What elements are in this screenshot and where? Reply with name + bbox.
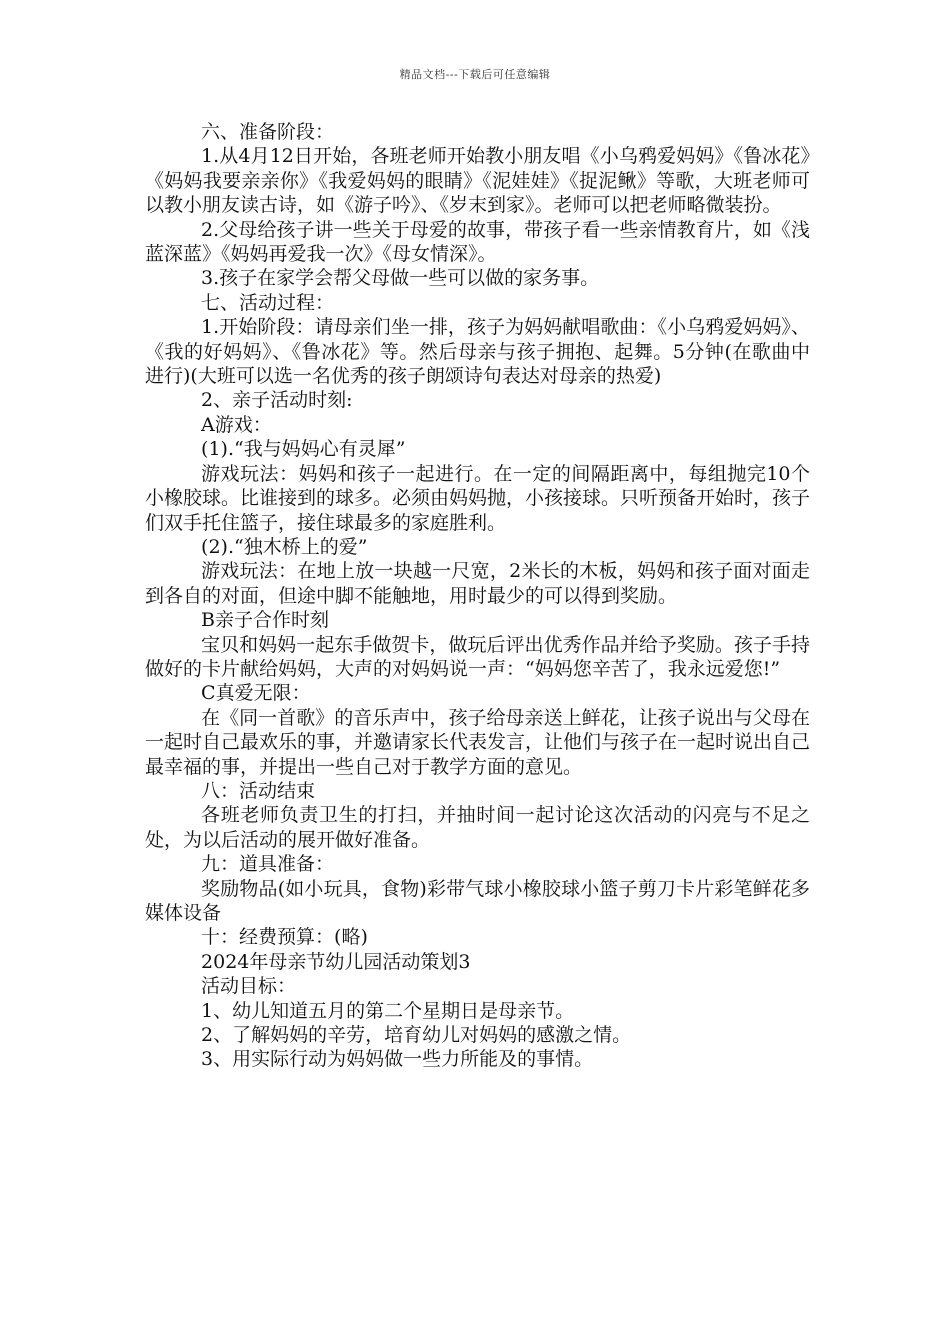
game-title: (1).“我与妈妈心有灵犀” (201, 438, 406, 461)
list-item: 3、用实际行动为妈妈做一些力所能及的事情。 (201, 1048, 594, 1071)
subheading: A游戏： (201, 413, 272, 436)
page-header-watermark: 精品文档---下载后可任意编辑 (399, 68, 551, 81)
list-item: 1、幼儿知道五月的第二个星期日是母亲节。 (201, 999, 575, 1022)
subheading: 活动目标： (201, 975, 297, 998)
paragraph: 各班老师负责卫生的打扫，并抽时间一起讨论这次活动的闪亮与不足之处，为以后活动的展开做好准备。 (145, 804, 810, 851)
paragraph: 游戏玩法：在地上放一块越一尺宽，2米长的木板，妈妈和孩子面对面走到各自的对面，但途中脚不能触地，用时最少的可以得到奖励。 (145, 560, 810, 607)
subheading: C真爱无限： (201, 682, 311, 705)
paragraph: 2.父母给孩子讲一些关于母爱的故事，带孩子看一些亲情教育片，如《浅蓝深蓝》《妈妈再爱我一次》《母女情深》。 (145, 218, 810, 266)
subheading: 2、亲子活动时刻: (201, 389, 353, 412)
section-heading-process: 七、活动过程： (201, 291, 335, 314)
section-heading-props: 九：道具准备： (201, 853, 335, 876)
paragraph: 在《同一首歌》的音乐声中，孩子给母亲送上鲜花，让孩子说出与父母在一起时自己最欢乐的事，并邀请家长代表发言，让他们与孩子在一起时说出自己最幸福的事，并提出一些自己对于教学方面的意见。 (145, 706, 811, 778)
document-title: 2024年母亲节幼儿园活动策划3 (201, 950, 471, 973)
list-item: 2、了解妈妈的辛劳，培育幼儿对妈妈的感激之情。 (201, 1024, 632, 1047)
paragraph: 1.从4月12日开始，各班老师开始教小朋友唱《小乌鸦爱妈妈》《鲁冰花》《妈妈我要亲亲你》《我爱妈妈的眼睛》《泥娃娃》《捉泥鳅》等歌，大班老师可以教小朋友读古诗，如《游子吟》、《岁末到家》。老师可以把老师略微装扮。 (145, 145, 810, 217)
subheading: B亲子合作时刻 (201, 609, 330, 632)
game-title: (2).“独木桥上的爱” (201, 535, 368, 558)
paragraph: 宝贝和妈妈一起东手做贺卡，做玩后评出优秀作品并给予奖励。孩子手持做好的卡片献给妈妈，大声的对妈妈说一声：“妈妈您辛苦了，我永远爱您!” (145, 633, 810, 680)
section-heading-preparation: 六、准备阶段： (201, 121, 335, 143)
document-body (145, 120, 810, 1072)
paragraph: 奖励物品(如小玩具，食物)彩带气球小橡胶球小篮子剪刀卡片彩笔鲜花多媒体设备 (145, 877, 810, 924)
paragraph: 游戏玩法：妈妈和孩子一起进行。在一定的间隔距离中，每组抛完10个小橡胶球。比谁接到的球多。必须由妈妈抛，小孩接球。只听预备开始时，孩子们双手托住篮子，接住球最多的家庭胜利。 (145, 462, 811, 534)
paragraph: 1.开始阶段：请母亲们坐一排，孩子为妈妈献唱歌曲：《小乌鸦爱妈妈》、《我的好妈妈》、《鲁冰花》等。然后母亲与孩子拥抱、起舞。5分钟(在歌曲中进行)(大班可以选一名优秀的孩子朗颂诗句表达对母亲的热爱) (145, 316, 810, 388)
section-heading-budget: 十：经费预算：(略) (201, 926, 368, 949)
section-heading-end: 八：活动结束 (201, 779, 316, 802)
paragraph: 3.孩子在家学会帮父母做一些可以做的家务事。 (201, 267, 600, 290)
